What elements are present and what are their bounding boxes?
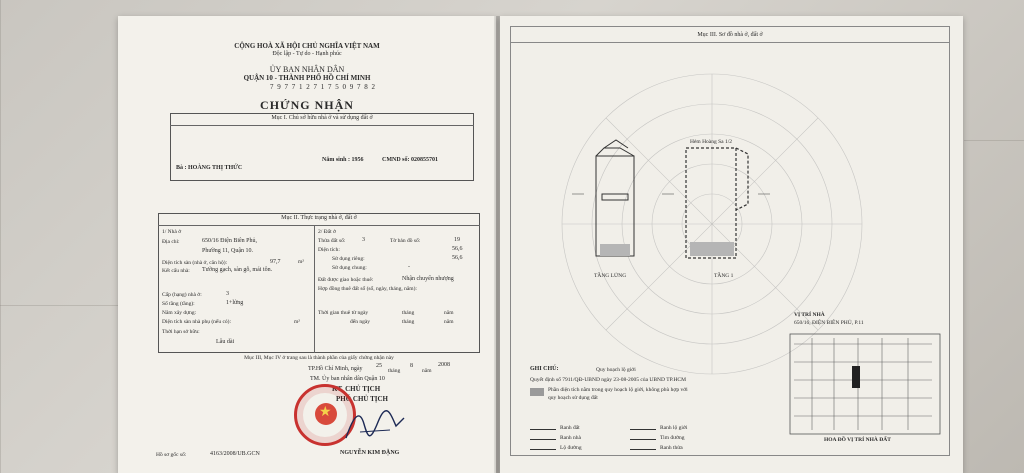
unit-m2: m² [294, 319, 300, 325]
legend-item: Ranh nhà [560, 435, 581, 441]
land-heading: 2/ Đất ở [318, 229, 336, 235]
issue-year-word: năm [422, 368, 432, 374]
legend-line [630, 449, 656, 450]
parcel-label: Thửa đất số: [318, 238, 346, 244]
lease-year-label: năm [444, 310, 454, 316]
owner-name: Bà : HOÀNG THỊ THỨC [176, 165, 243, 171]
common-use-label: Sử dụng chung: [332, 265, 367, 271]
grade-label: Cấp (hạng) nhà ở: [162, 292, 202, 298]
hatched-area-tang-1 [690, 242, 734, 256]
issue-place: TP.Hồ Chí Minh, ngày [308, 366, 363, 372]
certificate-left-page [118, 16, 496, 473]
star-icon: ★ [319, 405, 332, 420]
divider [314, 225, 315, 353]
certificate-right-page [500, 16, 963, 473]
ground-floor-label: TẦNG LỬNG [594, 273, 627, 279]
land-origin-value: Nhận chuyển nhượng [402, 276, 454, 282]
district: QUẬN 10 - THÀNH PHỐ HỒ CHÍ MINH [243, 74, 371, 82]
term-label: Thời hạn sở hữu: [162, 329, 200, 335]
issue-day: 25 [376, 363, 382, 369]
lease-contract-label: Hợp đồng thuê đất số (số, ngày, tháng, năm): [318, 286, 417, 292]
floor-tile-edge [0, 305, 118, 306]
lease-month-label: tháng [402, 310, 415, 316]
structure-value: Tường gạch, sàn gỗ, mái tôn. [202, 267, 273, 273]
section-1-heading: Mục I. Chủ sở hữu nhà ở và sử dụng đất ở [271, 115, 373, 121]
serial-number: 7 9 7 7 1 2 7 1 7 5 0 9 7 8 2 [270, 83, 376, 91]
hatch-legend-swatch [530, 388, 544, 396]
legend-line [630, 429, 656, 430]
structure-label: Kết cấu nhà: [162, 268, 190, 274]
legend-item: Ranh đất [560, 425, 580, 431]
vice-chairman: PHÓ CHỦ TỊCH [336, 395, 388, 403]
committee-tm: TM. Ủy ban nhân dân Quận 10 [310, 376, 385, 382]
republic-header: CỘNG HOÀ XÃ HỘI CHỦ NGHĨA VIỆT NAM [234, 42, 380, 50]
location-address: 650/16, ĐIỆN BIÊN PHỦ, P.11 [794, 320, 864, 326]
area-value: 56,6 [452, 246, 463, 252]
floors-value: 1+lửng [226, 300, 244, 306]
lease-month-label: tháng [402, 319, 415, 325]
address-line-2: Phường 11, Quận 10. [202, 248, 254, 254]
note-line-4: quy hoạch sử dụng đất [548, 395, 598, 401]
section-3-heading: Mục III. Sơ đồ nhà ở, đất ở [697, 32, 763, 38]
certificate-document [118, 16, 963, 473]
certificate-title: CHỨNG NHẬN [260, 98, 354, 112]
divider [510, 42, 950, 43]
private-use-label: Sử dụng riêng: [332, 256, 365, 262]
sheet-label: Tờ bản đồ số: [390, 238, 421, 244]
issue-month: 8 [410, 363, 413, 369]
record-number: 4163/2008/UB.GCN [210, 451, 260, 457]
legend-item: Ranh lộ giới [660, 425, 688, 431]
lease-year-label: năm [444, 319, 454, 325]
lease-to-label: đến ngày [350, 319, 371, 325]
owner-id: CMND số: 020855701 [382, 157, 438, 163]
year-label: Năm xây dựng: [162, 310, 197, 316]
legend-item: Lộ đường [560, 445, 582, 451]
signature [340, 404, 410, 446]
legend-line [530, 449, 556, 450]
legend-line [630, 439, 656, 440]
divider [170, 125, 474, 126]
parcel-value: 3 [362, 237, 365, 243]
kt-chairman: KT. CHỦ TỊCH [332, 385, 381, 393]
divider [158, 225, 480, 226]
location-title: VỊ TRÍ NHÀ [794, 312, 825, 318]
house-heading: 1/ Nhà ở [162, 229, 182, 235]
motto: Độc lập - Tự do - Hạnh phúc [272, 51, 342, 57]
note-line-2: Quyết định số 7911/QĐ-UBND ngày 23-08-2005 của UBND TP.HCM [530, 377, 686, 383]
floor-tile-edge [0, 0, 1, 473]
legend-line [530, 439, 556, 440]
notes-title: GHI CHÚ: [530, 366, 559, 372]
sheet-value: 19 [454, 237, 460, 243]
lease-from-label: Thời gian thuê từ ngày [318, 310, 369, 316]
land-origin-label: Đất được giao hoặc thuê: [318, 277, 374, 283]
note-line-1: Quy hoạch lộ giới [596, 367, 636, 373]
section-2-heading: Mục II. Thực trạng nhà ở, đất ở [281, 215, 357, 221]
grade-value: 3 [226, 291, 229, 297]
floor-area-value: 97,7 [270, 259, 281, 265]
signer-name: NGUYỄN KIM ĐẶNG [340, 450, 400, 456]
floor-tile-edge [964, 140, 1024, 141]
issue-year: 2008 [438, 362, 450, 368]
legend-line [530, 429, 556, 430]
legend-item: Ranh thửa [660, 445, 683, 451]
committee: ỦY BAN NHÂN DÂN [269, 65, 345, 74]
issue-month-word: tháng [388, 368, 401, 374]
unit-m2: m² [298, 259, 304, 265]
area-label: Diện tích: [318, 247, 340, 253]
hatched-area-tang-lung [600, 244, 630, 256]
common-use-value: - [408, 264, 410, 270]
floors-label: Số tầng (tầng): [162, 301, 195, 307]
map-caption: HOA ĐỒ VỊ TRÍ NHÀ ĐẤT [824, 437, 891, 443]
aux-area-label: Diện tích sàn nhà phụ (nếu có): [162, 319, 232, 325]
owner-birth-year: Năm sinh : 1956 [322, 157, 364, 163]
legend-item: Tim đường [660, 435, 685, 441]
address-line-1: 650/16 Điện Biên Phủ, [202, 238, 257, 244]
private-use-value: 56,6 [452, 255, 463, 261]
first-floor-label: TẦNG 1 [714, 273, 734, 279]
footer-note: Mục III, Mục IV ở trang sau là thành phần của giấy chứng nhận này [244, 355, 394, 361]
seal-emblem [315, 403, 337, 425]
note-line-3: Phần diện tích nằm trong quy hoạch lộ giới, không phù hợp với [548, 387, 688, 393]
floor-area-label: Diện tích sàn (nhà ở, căn hộ): [162, 260, 228, 266]
address-label: Địa chỉ: [162, 239, 180, 245]
street-label: Hẻm Hoàng Sa 1/2 [690, 139, 733, 145]
record-label: Hồ sơ gốc số: [156, 452, 187, 458]
term-value: Lâu dài [216, 339, 235, 345]
